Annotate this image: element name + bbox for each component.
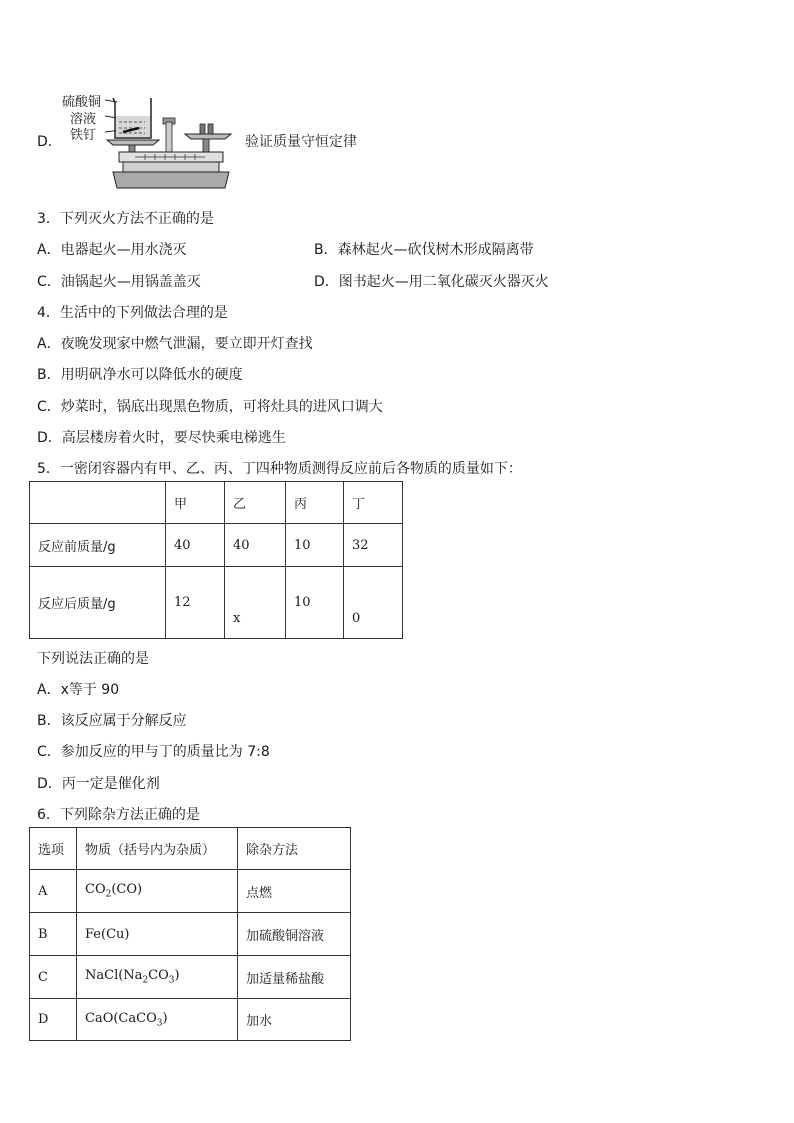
table-row <box>30 956 351 999</box>
option-d: D．高层楼房着火时，要尽快乘电梯逃生 <box>37 430 286 446</box>
question-stem: 3．下列灭火方法不正确的是 <box>37 211 214 227</box>
balance-scale-figure <box>105 92 235 192</box>
formula-part: CO <box>148 968 169 984</box>
option-c: C．油锅起火—用锅盖盖灭 <box>37 274 201 290</box>
table-cell: 0 <box>344 567 403 639</box>
formula-part: CaO(CaCO <box>85 1010 157 1026</box>
table-cell-option: A <box>30 870 77 913</box>
table-cell: 10 <box>286 524 344 567</box>
table-cell: x <box>225 567 286 639</box>
table-header-cell: 物质（括号内为杂质） <box>77 828 238 870</box>
table-header-cell: 除杂方法 <box>238 828 351 870</box>
formula-part: ) <box>162 1010 168 1026</box>
question-stem: 6．下列除杂方法正确的是 <box>37 807 200 823</box>
table-header-cell: 乙 <box>225 482 286 524</box>
option-c: C．炒菜时，锅底出现黑色物质，可将灶具的进风口调大 <box>37 399 383 415</box>
option-a: A．夜晚发现家中燃气泄漏，要立即开灯查找 <box>37 336 313 352</box>
table-header-cell <box>30 482 166 524</box>
table-cell: 12 <box>166 567 225 639</box>
formula-part: NaCl(Na <box>85 968 143 984</box>
table-cell-method: 加硫酸铜溶液 <box>238 913 351 956</box>
table-cell: 40 <box>225 524 286 567</box>
figure-label-copper-sulfate: 硫酸铜 <box>62 95 102 110</box>
impurity-removal-table <box>29 827 351 1041</box>
option-letter: D． <box>37 134 62 150</box>
option-b: B．用明矾净水可以降低水的硬度 <box>37 367 243 383</box>
table-cell: 反应后质量/g <box>30 567 166 639</box>
formula-subscript: 2 <box>142 975 149 986</box>
table-cell: 32 <box>344 524 403 567</box>
table-cell-method: 加水 <box>238 999 351 1041</box>
table-header-cell: 选项 <box>30 828 77 870</box>
question-stem: 4．生活中的下列做法合理的是 <box>37 305 228 321</box>
formula-part: (CO) <box>111 882 143 898</box>
option-b: B．该反应属于分解反应 <box>37 713 187 729</box>
formula-part: CO <box>85 882 106 898</box>
table-cell-option: C <box>30 956 77 999</box>
question-followup: 下列说法正确的是 <box>37 651 149 667</box>
figure-label-iron-nail: 铁钉 <box>70 128 97 143</box>
table-cell-option: B <box>30 913 77 956</box>
option-d: D．丙一定是催化剂 <box>37 776 160 792</box>
table-cell-substance <box>77 870 238 913</box>
formula-part: ) <box>174 968 180 984</box>
figure-caption: 验证质量守恒定律 <box>245 134 357 150</box>
option-c: C．参加反应的甲与丁的质量比为 7:8 <box>37 744 270 760</box>
table-row <box>30 999 351 1041</box>
table-header-cell: 丙 <box>286 482 344 524</box>
formula-subscript: 2 <box>105 889 112 900</box>
table-cell: 10 <box>286 567 344 639</box>
option-a: A．x等于 90 <box>37 682 120 698</box>
table-header-cell: 甲 <box>166 482 225 524</box>
table-header-row <box>30 828 351 870</box>
figure-label-solution: 溶液 <box>70 112 97 127</box>
table-row <box>30 567 403 639</box>
table-cell-option: D <box>30 999 77 1041</box>
table-cell-method: 点燃 <box>238 870 351 913</box>
table-header-row <box>30 482 403 524</box>
table-row <box>30 913 351 956</box>
table-cell: 40 <box>166 524 225 567</box>
formula-subscript: 3 <box>168 975 175 986</box>
table-cell: 反应前质量/g <box>30 524 166 567</box>
table-row <box>30 870 351 913</box>
question-stem: 5．一密闭容器内有甲、乙、丙、丁四种物质测得反应前后各物质的质量如下： <box>37 461 522 477</box>
table-cell-method: 加适量稀盐酸 <box>238 956 351 999</box>
table-cell-substance: Fe(Cu) <box>77 913 238 956</box>
mass-table <box>29 481 403 639</box>
table-cell-substance <box>77 999 238 1041</box>
formula-subscript: 3 <box>156 1018 163 1029</box>
table-header-cell: 丁 <box>344 482 403 524</box>
option-a: A．电器起火—用水浇灭 <box>37 242 187 258</box>
table-cell-substance <box>77 956 238 999</box>
option-b: B．森林起火—砍伐树木形成隔离带 <box>314 242 534 258</box>
option-d: D．图书起火—用二氧化碳灭火器灭火 <box>314 274 549 290</box>
table-row <box>30 524 403 567</box>
